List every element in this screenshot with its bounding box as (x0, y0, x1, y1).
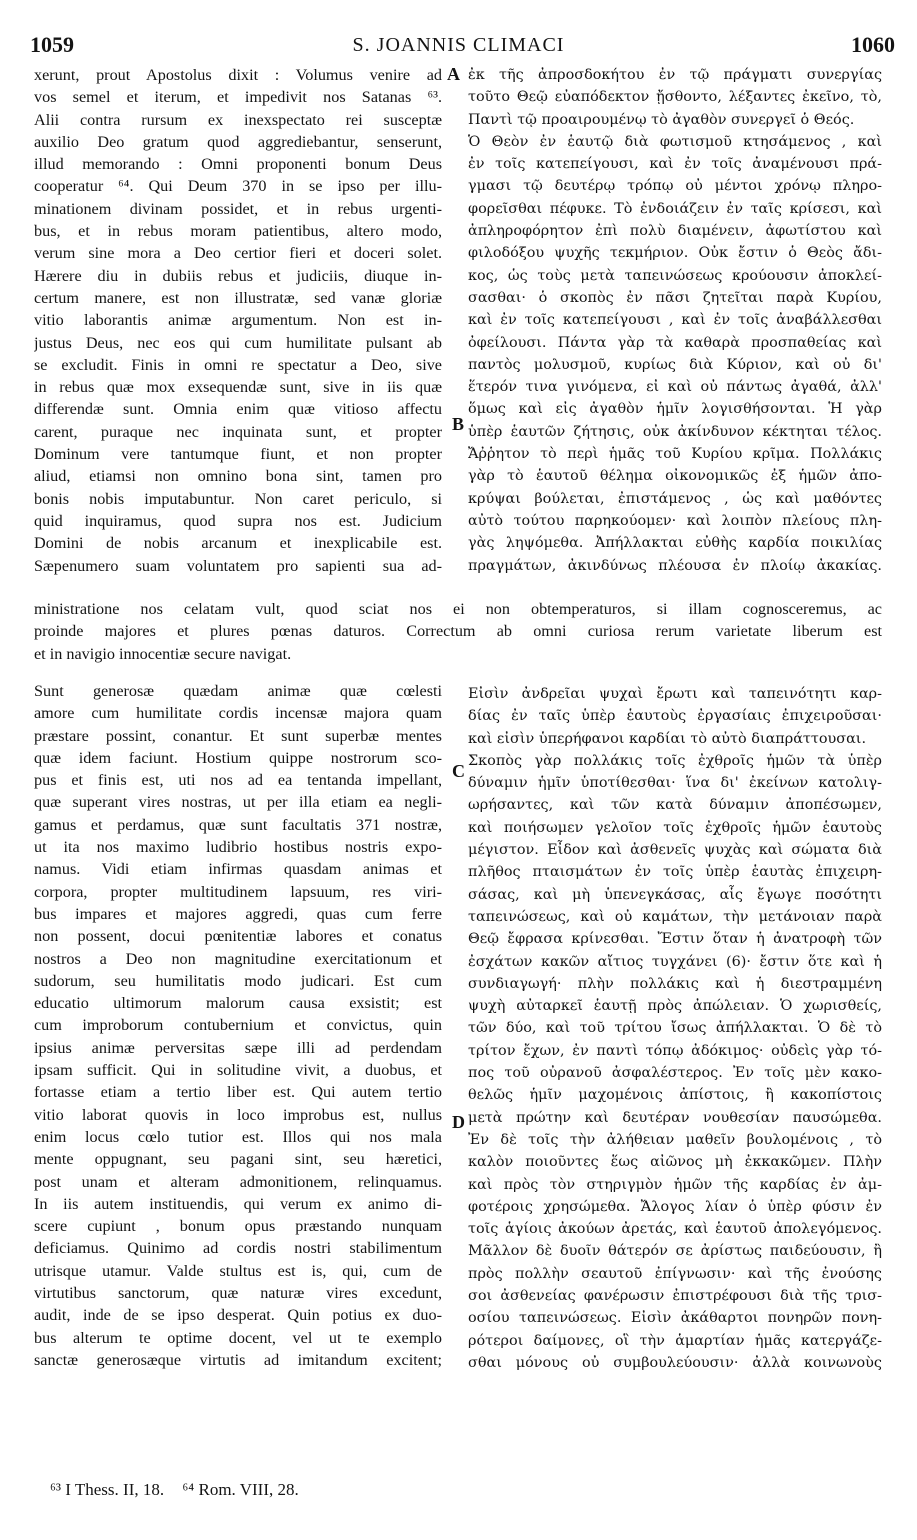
text-line: scere cupiunt , bonum opus præstando nunquam (34, 1217, 442, 1236)
text-line: τῶν δύο, καὶ τοῦ τρίτου ἴσως ἀπήλλακται. Ὁ δὲ τὸ (468, 1020, 882, 1037)
text-line: et in navigio innocentiæ secure navigat. (34, 644, 292, 663)
text-line: ut ita nos maximo ludibrio hostibus nostris expo- (34, 838, 442, 857)
latin-column-bottom (34, 680, 442, 1371)
text-line: καὶ πρὸς τὸν στηριγμὸν ἡμῶν τῆς καρδίας ἐν ἀμ- (468, 1176, 882, 1193)
text-line: xerunt, prout Apostolus dixit : Volumus venire ad (34, 66, 442, 84)
text-line: Εἰσὶν ἀνδρεῖαι ψυχαὶ ἔρωτι καὶ ταπεινότητι καρ- (468, 686, 882, 702)
text-line: ταπεινώσεως, καὶ οὐ καμάτων, τὴν μετάνοιαν παρὰ (468, 908, 882, 925)
text-line: καὶ εἰσὶν ὑπερήφανοι καρδίαι τὸ αὐτὸ διαπράττουσαι. (468, 730, 867, 747)
text-line: gamus et perdamus, quæ sunt facultatis 371 nostræ, (34, 815, 442, 834)
text-line: Παντὶ τῷ προαιρουμένῳ τὸ ἀγαθὸν συνεργεῖ ὁ Θεός. (468, 111, 855, 128)
text-line: ministratione nos celatam vult, quod sciat nos ei non obtemperaturos, si illam cognosceremus, ac (34, 600, 882, 618)
text-line: ψυχὴ αὐταρκεῖ ἑαυτῇ πρὸς ἀπώλειαν. Ὁ χωρισθείς, (468, 998, 882, 1015)
text-line: non possent, docui pœnitentiæ labores et conatus (34, 927, 442, 946)
margin-marker-a: A (447, 64, 460, 84)
text-line: τοῦτο Θεῷ εὐαπόδεκτον ᾔσθοντο, λέξαντες ἐκεῖνο, τὸ, (468, 89, 882, 106)
text-line: fortasse etiam a tertio liber est. Qui autem tertio (34, 1083, 442, 1102)
text-line: bonis nobis imputabuntur. Non caret periculo, si (34, 489, 442, 508)
text-line: audit, inde de se ipso desperat. Quin potius ex duo- (34, 1306, 442, 1325)
text-line: δίας ἐν ταῖς ὑπὲρ ἑαυτοὺς ἐργασίαις ἐπιχειροῦσαι· (468, 708, 882, 725)
text-line: ἕτερόν τινα γινόμενα, εἰ καὶ οὐ πάντως ἀγαθά, ἀλλ' (468, 379, 882, 396)
text-line: enim locus cœlo tutior est. Illos qui nos mala (34, 1127, 442, 1146)
text-line: μέγιστον. Εἶδον καὶ ἀσθενεῖς ψυχὰς καὶ σώματα διὰ (468, 842, 882, 859)
text-line: Sunt generosæ quædam animæ quæ cœlesti (34, 682, 442, 700)
text-line: αὐτὸ τούτου παρηκούομεν· καὶ λοιπὸν πλείους πλη- (468, 512, 882, 529)
text-line: σθαι μόνους οὐ συμβουλεύουσιν· ἀλλὰ κοινωνοὺς (468, 1354, 882, 1371)
text-line: κρύψαι βούλεται, ἐπιστάμενος , ὡς καὶ μαθόντες (468, 490, 882, 507)
text-line: Sæpenumero suam voluntatem pro sapienti sua ad- (34, 556, 442, 575)
text-line: nostros a Deo non magnitudine exercitationum et (34, 949, 442, 968)
running-title: S. JOANNIS CLIMACI (352, 34, 565, 56)
text-line: post unam et alteram admonitionem, relinquamus. (34, 1172, 442, 1191)
text-line: δύναμιν ἡμῖν ὑποτίθεσθαι· ἵνα δι' ἐκείνων κατολιγ- (468, 775, 882, 792)
text-line: pus et finis est, uti nos ad ea tentanda impellant, (34, 771, 442, 790)
text-line: μετὰ πρώτην καὶ δευτέραν νουθεσίαν παυσώμεθα. (468, 1109, 882, 1126)
text-line: συνδιαγωγή· πλὴν πολλάκις καὶ ἡ διεστραμμένη (468, 975, 882, 992)
text-line: minationem divinam possidet, et in rebus urgenti- (34, 199, 442, 218)
text-line: In iis autem instituendis, qui verum ex animo di- (34, 1194, 442, 1213)
text-line: ἐσχάτων κακῶν αἴτιος τυγχάνει (6)· ἔστιν ὅτε καὶ ἡ (468, 953, 882, 970)
text-line: se excludit. Finis in omni re spectatur a Deo, sive (34, 355, 442, 374)
text-line: bus, et in rebus moram patientibus, altero modo, (34, 222, 442, 241)
margin-marker-b: B (452, 414, 465, 434)
text-line: bus impares et majores aggredi, quas cum ferre (34, 904, 442, 923)
text-line: differendæ sunt. Omnia enim quæ vitioso affectu (34, 400, 442, 419)
text-line: ὑπὲρ ἑαυτῶν ζήτησις, οὐκ ἀκίνδυνον κέκτηται τέλος. (468, 423, 882, 440)
margin-marker-c: C (452, 761, 465, 781)
text-line: πλῆθος πταισμάτων ἐν τοῖς ὑπὲρ ἑαυτὰς ἐπιχειρη- (468, 864, 882, 881)
text-line: ipsius animæ perversitas sæpe illi ad perdendam (34, 1038, 442, 1057)
text-line: οσίου ταπεινώσεως. Εἰσὶν ἀκάθαρτοι πονηρῶν πονη- (468, 1310, 882, 1327)
text-line: in rebus quæ mox exsequendæ sunt, sive in iis quæ (34, 378, 442, 397)
text-line: cooperatur ⁶⁴. Qui Deum 370 in se ipso per illu- (34, 177, 442, 196)
text-line: sanctæ generosæque virtutis ad imitandum excitent; (34, 1350, 442, 1369)
greek-column-top (468, 64, 882, 577)
text-line: ρότεροι δαίμονες, οἳ τὴν ἁμαρτίαν ἡμᾶς κατεργάζε- (468, 1332, 882, 1349)
greek-column-bottom (468, 683, 882, 1374)
text-line: φορεῖσθαι πέφυκε. Τὸ ἐνδοιάζειν ἐν ταῖς κρίσεσι, καὶ (468, 200, 882, 217)
text-line: πραγμάτων, ἀκινδύνως πλέουσα ἐν πλοίῳ ἀκακίας. (468, 557, 882, 574)
text-line: Ὁ Θεὸν ἐν ἑαυτῷ διὰ φωτισμοῦ κτησάμενος , καὶ (468, 133, 882, 150)
text-line: Ἄῤῥητον τὸ περὶ ἡμᾶς τοῦ Κυρίου κρῖμα. Πολλάκις (468, 446, 882, 463)
text-line: ἐν τοῖς κατεπείγουσι, καὶ ἐν τοῖς ἀναμένουσι πρά- (468, 156, 882, 173)
running-header (0, 32, 917, 62)
text-line: verum sine mora a Deo certior fieri et doceri solet. (34, 244, 442, 263)
text-line: certum manere, est non illustratæ, sed vanæ gloriæ (34, 288, 442, 307)
text-line: γμασι τῷ δευτέρῳ τρόπῳ οὐ μέντοι χρόνῳ πληρο- (468, 178, 882, 195)
text-line: præstare possint, conantur. Et sunt superbæ mentes (34, 726, 442, 745)
text-line: Μᾶλλον δὲ δυοῖν θάτερόν σε ἀρίστως παιδεύουσιν, ἢ (468, 1243, 882, 1260)
text-line: educatio ultimorum malorum causa exsistit; est (34, 994, 442, 1013)
text-line: vitio laborat quovis in loco improbus est, nullus (34, 1105, 442, 1124)
full-width-latin-lines (34, 598, 882, 665)
text-line: κος, ὡς τοὺς μετὰ ταπεινώσεως κρούουσιν ἀποκλεί- (468, 267, 882, 284)
text-line: aliud, etiamsi non omnino bona sint, tamen pro (34, 467, 442, 486)
text-line: quæ idem faciunt. Hostium quippe nostrorum sco- (34, 748, 442, 767)
text-line: cum improborum contubernium et convictus, quin (34, 1016, 442, 1035)
footnote-63: ⁶³ I Thess. II, 18. (50, 1480, 165, 1499)
text-line: carent, puraque nec inquinata sunt, et propter (34, 422, 442, 441)
text-line: γὰς ληψόμεθα. Ἀπήλλακται εὐθὴς καρδία ποικιλίας (468, 535, 882, 552)
text-line: θελῶς ἡμῖν μαχομένοις ἀπίστοις, ἢ κακοπίστοις (468, 1087, 882, 1104)
text-line: quid inquiramus, quod supra nos est. Judicium (34, 511, 442, 530)
text-line: καὶ ἐν τοῖς κατεπείγουσι , καὶ ἐν τοῖς ἀναβάλλεσθαι (468, 312, 882, 329)
footnote-64: ⁶⁴ Rom. VIII, 28. (182, 1480, 299, 1499)
text-line: ωρήσαντες, καὶ τῶν κατὰ δύναμιν ἀποπέσωμεν, (468, 797, 882, 814)
text-line: τοῖς ἁγίοις ἀκούων ἀρετάς, καὶ ἑαυτοῦ ἀπολεγόμενος. (468, 1221, 882, 1238)
text-line: φιλοδόξου ψυχῆς τεκμήριον. Οὐκ ἔστιν ὁ Θεὸς ἄδι- (468, 245, 882, 262)
text-line: παντὸς μολυσμοῦ, κυρίως διὰ Κύριον, καὶ οὐ δι' (468, 356, 882, 373)
text-line: ἐκ τῆς ἀπροσδοκήτου ἐν τῷ πράγματι συνεργίας (468, 67, 882, 83)
text-line: πος τοῦ οὐρανοῦ ἀσφαλέστερος. Ἐν τοῖς μὲν κακο- (468, 1065, 882, 1082)
text-line: Ἐν δὲ τοῖς τὴν ἀλήθειαν μαθεῖν βουλομένοις , τὸ (468, 1131, 882, 1148)
text-line: πρὸς πολλὴν σεαυτοῦ ἐπίγνωσιν· καὶ τῆς ἐνούσης (468, 1265, 882, 1282)
text-line: γὰρ τὸ ἑαυτοῦ θέλημα οἰκονομικῶς ἐξ ἡμῶν ἀπο- (468, 468, 882, 485)
text-line: ὀφείλουσι. Πάντα γὰρ τὰ καθαρὰ προσπαθείας καὶ (468, 334, 882, 351)
text-line: ipsam sufficit. Qui in solitudine vivit, a duobus, et (34, 1061, 442, 1080)
text-line: virtutibus sanctorum, quæ naturæ vires excedunt, (34, 1284, 442, 1303)
text-line: Dominum vere tantumque fiunt, et non propter (34, 445, 442, 464)
text-line: bus alterum te optime docent, vel ut te exemplo (34, 1328, 442, 1347)
page-number-left: 1059 (30, 32, 74, 57)
text-line: proinde majores et plures pœnas daturos. Correctum ab omni curiosa rerum varietate liberum est (34, 622, 882, 641)
text-line: utrisque utamur. Valde stultus est is, qui, cum de (34, 1261, 442, 1280)
text-line: σασθαι· ὁ σκοπὸς ἐν πᾶσι ζητεῖται παρὰ Κυρίου, (468, 289, 882, 306)
text-line: corpora, propter multitudinem lapsuum, res viri- (34, 882, 442, 901)
text-line: Alii contra rursum ex inexspectato rei susceptæ (34, 110, 442, 129)
text-line: illud memorando : Omni proponenti bonum Deus (34, 155, 442, 174)
latin-column-top (34, 64, 442, 577)
text-line: ὅμως καὶ εἰς ἀγαθὸν ἡμῖν λογισθήσονται. Ἡ γὰρ (468, 401, 882, 418)
text-line: vos semel et iterum, et impedivit nos Satanas ⁶³. (34, 88, 442, 107)
text-line: Θεῷ ἔφρασα κρίνεσθαι. Ἔστιν ὅταν ἡ ἀνατροφὴ τῶν (468, 931, 882, 948)
text-line: καλὸν ποιοῦντες ἕως αἰῶνος μὴ ἐκκακῶμεν. Πλὴν (468, 1154, 882, 1171)
text-line: Domini de nobis arcanum et inexplicabile est. (34, 534, 442, 553)
text-line: Hærere diu in dubiis rebus et judiciis, diuque in- (34, 266, 442, 285)
text-line: σοι ἀσθενείας φανέρωσιν ἐπιστρέφουσι διὰ τῆς τρισ- (468, 1288, 882, 1305)
text-line: ἀπληροφόρητον ἐπὶ πολὺ διαμένειν, ἀφωτίστου καὶ (468, 223, 882, 240)
text-line: justus Deus, nec eos qui cum humilitate pulsant ab (34, 333, 442, 352)
text-line: auxilio Deo gratum quod aggrediebantur, senserunt, (34, 132, 442, 151)
footnotes (50, 1480, 313, 1500)
text-line: τρίτον ἔχων, ἐν παντὶ τόπῳ ἀδόκιμος· οὐδεὶς γὰρ τό- (468, 1042, 882, 1059)
text-line: mente oppugnant, seu pagani sint, seu hæretici, (34, 1150, 442, 1169)
text-line: quæ superant vires nostras, ut per illa etiam ea negli- (34, 793, 442, 812)
text-line: sudorum, seu humilitatis modo judicari. Est cum (34, 971, 442, 990)
margin-marker-d: D (452, 1112, 465, 1132)
text-line: καὶ ποιήσωμεν γελοῖον τοῖς ἐχθροῖς ἡμῶν ἑαυτοὺς (468, 819, 882, 836)
text-line: σάσας, καὶ μὴ ὑπενεγκάσας, αἷς ἔγωγε ποσότητι (468, 886, 882, 903)
text-line: φοτέροις χρησώμεθα. Ἄλογος λίαν ὁ ὑπὲρ φύσιν ἐν (468, 1198, 882, 1215)
text-line: namus. Vidi etiam infirmas quasdam animas et (34, 860, 442, 879)
page-number-right: 1060 (851, 32, 895, 57)
text-line: deficiamus. Quinimo ad cordis nostri stabilimentum (34, 1239, 442, 1258)
text-line: vitio laborantis animæ argumentum. Non est in- (34, 311, 442, 330)
text-line: Σκοπὸς γὰρ πολλάκις τοῖς ἐχθροῖς ἡμῶν τὰ ὑπὲρ (468, 752, 882, 769)
text-line: amore cum humilitate cordis incensæ majora quam (34, 704, 442, 723)
